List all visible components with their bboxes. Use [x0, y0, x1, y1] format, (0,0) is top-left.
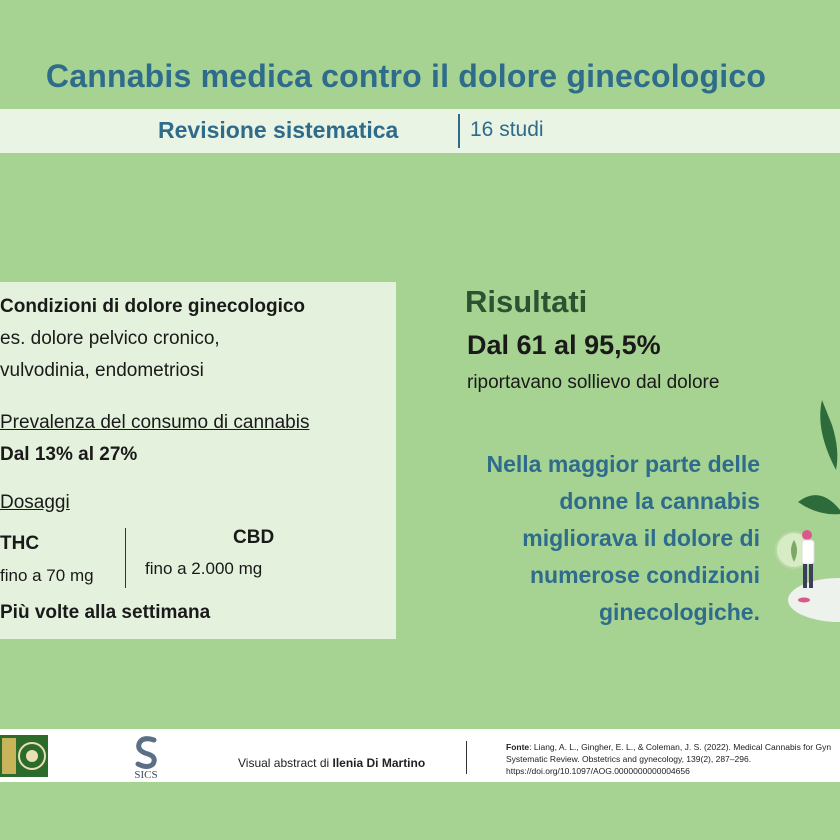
prevalence-value: Dal 13% al 27%	[0, 444, 138, 465]
credit-text	[238, 756, 425, 770]
footer-divider	[466, 741, 467, 774]
page-title: Cannabis medica contro il dolore ginecologico	[45, 58, 767, 94]
fonte-line2: Systematic Review. Obstetrics and gynecology, 139(2), 287–296.	[506, 754, 752, 764]
sics-logo-text: SICS	[134, 769, 158, 780]
results-title: Risultati	[465, 284, 588, 319]
conclusion-line: ginecologiche.	[598, 599, 760, 625]
credit-prefix: Visual abstract di	[238, 756, 333, 770]
conditions-line1: es. dolore pelvico cronico,	[0, 328, 220, 349]
subtitle-review-type: Revisione sistematica	[158, 117, 399, 143]
partner-logo-icon	[0, 735, 48, 777]
conclusion-line: migliorava il dolore di	[522, 525, 760, 551]
cannabis-illustration-icon	[760, 390, 840, 630]
subtitle-divider	[458, 114, 460, 148]
dosage-divider	[125, 528, 126, 588]
credit-author: Ilenia Di Martino	[332, 756, 426, 770]
thc-label: THC	[0, 533, 40, 554]
conclusion-line: numerose condizioni	[529, 562, 760, 588]
cbd-label: CBD	[233, 527, 275, 548]
sics-logo-icon	[126, 734, 166, 780]
fonte-doi-link[interactable]: https://doi.org/10.1097/AOG.0000000000004656	[506, 766, 690, 776]
results-range: Dal 61 al 95,5%	[467, 330, 661, 360]
prevalence-title: Prevalenza del consumo di cannabis	[0, 412, 310, 433]
thc-value: fino a 70 mg	[0, 566, 94, 585]
conclusion-line: Nella maggior parte delle	[486, 451, 760, 477]
conclusion-line: donne la cannabis	[559, 488, 760, 514]
conditions-title: Condizioni di dolore ginecologico	[0, 296, 306, 317]
results-description: riportavano sollievo dal dolore	[467, 372, 720, 393]
dosages-title: Dosaggi	[0, 492, 70, 513]
cbd-value: fino a 2.000 mg	[145, 559, 263, 578]
source-citation	[506, 741, 840, 777]
fonte-line1: : Liang, A. L., Gingher, E. L., & Coleman, J. S. (2022). Medical Cannabis for Gyn	[529, 742, 832, 752]
frequency-text: Più volte alla settimana	[0, 602, 211, 623]
conditions-line2: vulvodinia, endometriosi	[0, 360, 204, 381]
subtitle-bar	[0, 109, 840, 153]
fonte-label: Fonte	[506, 742, 530, 752]
subtitle-study-count: 16 studi	[470, 118, 544, 141]
conclusion-text	[420, 446, 760, 631]
